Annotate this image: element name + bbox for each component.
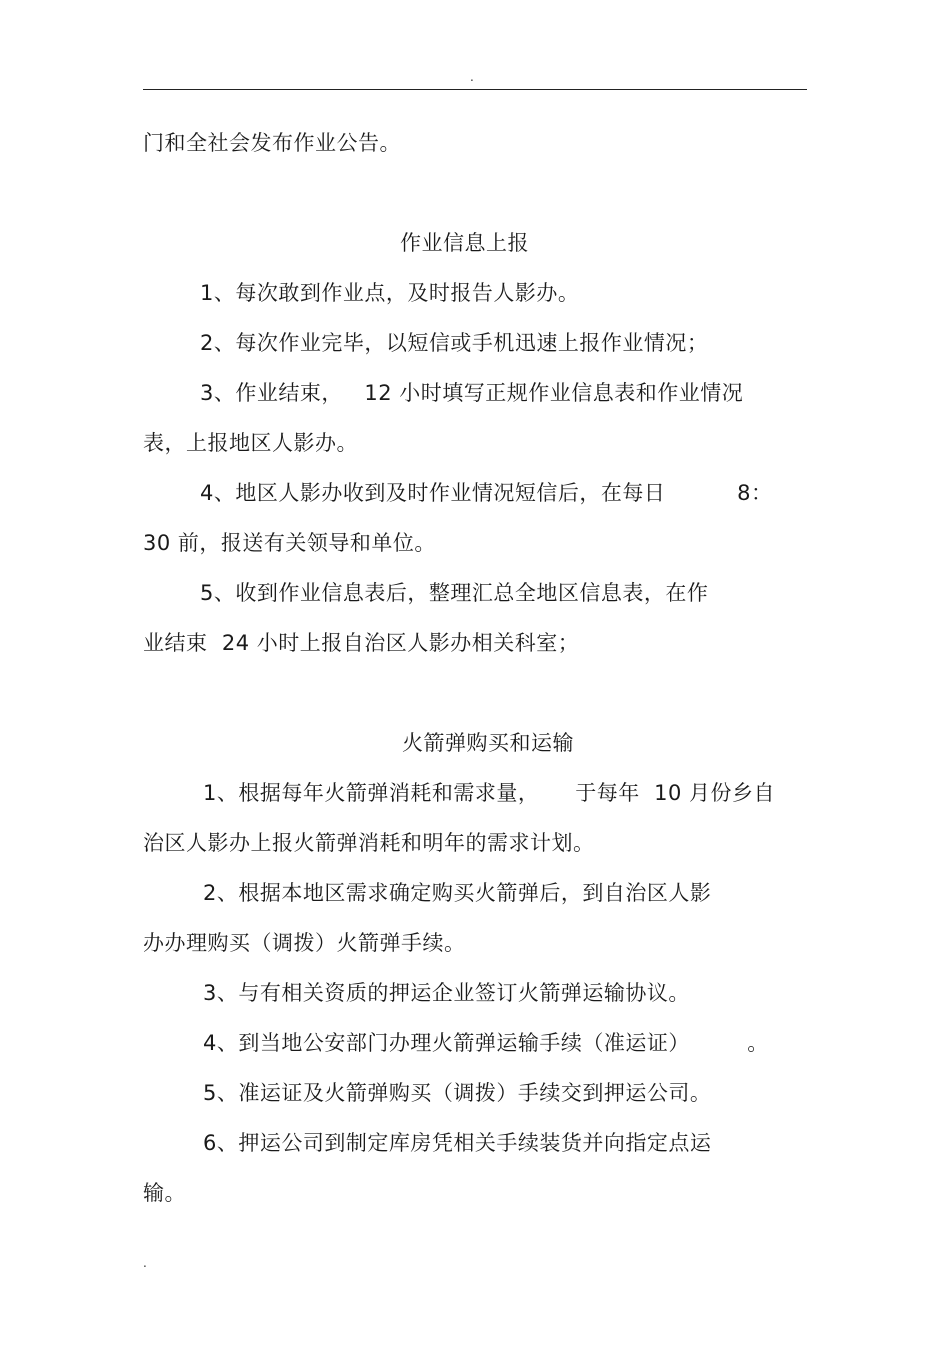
header-mark: . [470,70,474,84]
rocket-line-3: 3、与有相关资质的押运企业签订火箭弹运输协议。 [203,981,690,1005]
rocket-line-5: 5、准运证及火箭弹购买（调拨）手续交到押运公司。 [203,1081,712,1105]
rocket-line-1-cont: 治区人影办上报火箭弹消耗和明年的需求计划。 [143,831,595,855]
rocket-line-6: 6、押运公司到制定库房凭相关手续装货并向指定点运 [203,1131,712,1155]
section-title-report: 作业信息上报 [400,231,529,255]
report-line-3-cont: 表，上报地区人影办。 [143,431,358,455]
footer-mark: . [143,1256,147,1270]
report-line-4-cont: 30 前，报送有关领导和单位。 [143,531,436,555]
rocket-line-6-cont: 输。 [143,1181,186,1205]
report-line-5: 5、收到作业信息表后，整理汇总全地区信息表，在作 [200,581,709,605]
rocket-line-1: 1、根据每年火箭弹消耗和需求量， 于每年 10 月份乡自 [203,781,775,805]
intro-continuation: 门和全社会发布作业公告。 [143,131,401,155]
report-line-2: 2、每次作业完毕，以短信或手机迅速上报作业情况； [200,331,709,355]
report-line-4: 4、地区人影办收到及时作业情况短信后，在每日 8： [200,481,773,505]
rocket-line-2: 2、根据本地区需求确定购买火箭弹后，到自治区人影 [203,881,712,905]
report-line-3: 3、作业结束， 12 小时填写正规作业信息表和作业情况 [200,381,744,405]
section-title-rocket: 火箭弹购买和运输 [402,731,574,755]
rocket-line-4: 4、到当地公安部门办理火箭弹运输手续（准运证） 。 [203,1031,769,1055]
header-rule [143,89,807,90]
report-line-1: 1、每次敢到作业点，及时报告人影办。 [200,281,580,305]
report-line-5-cont: 业结束 24 小时上报自治区人影办相关科室； [143,631,580,655]
rocket-line-2-cont: 办办理购买（调拨）火箭弹手续。 [143,931,466,955]
